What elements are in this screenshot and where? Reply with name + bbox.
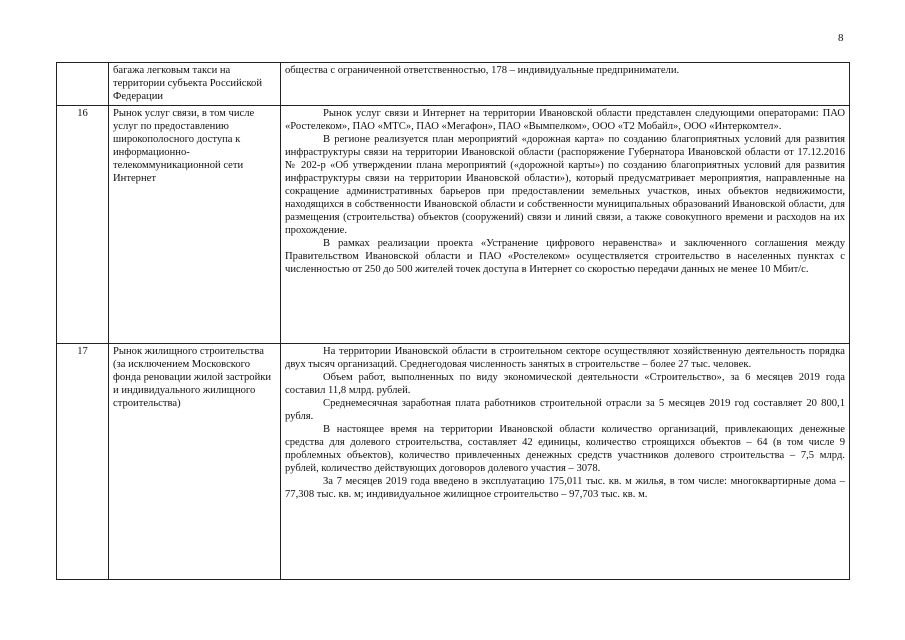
market-name: Рынок услуг связи, в том числе услуг по предоставлению широкополосного доступа к информационно-телекоммуникационной сети Интернет	[109, 106, 281, 344]
table-row	[57, 106, 850, 344]
paragraph: Рынок услуг связи и Интернет на территории Ивановской области представлен следующими операторами: ПАО «Ростелеком», ПАО «МТС», ПАО «Мегафон», ПАО «Вымпелком», ООО «Т2 Мобайл», ООО «Интеркомтел».	[285, 108, 845, 132]
row-number: 16	[57, 106, 109, 344]
paragraph: На территории Ивановской области в строительном секторе осуществляют хозяйственную деятельность порядка двух тысяч организаций. Среднегодовая численность занятых в строительстве – более 27 тыс. человек.	[285, 346, 845, 370]
row-number: 17	[57, 344, 109, 580]
paragraph: Среднемесячная заработная плата работников строительной отрасли за 5 месяцев 2019 год составляет 20 800,1 рубля.	[285, 398, 845, 422]
table-row	[57, 344, 850, 580]
page-number: 8	[838, 32, 844, 44]
market-description	[281, 63, 850, 106]
paragraph: В настоящее время на территории Ивановской области количество организаций, привлекающих денежные средства для долевого строительства, составляет 42 единицы, количество строящихся объектов – 64 (в том числе 9 проблемных объектов), количество привлеченных денежных средств участников долевого строительства – 7,5 млрд. рублей, количество действующих договоров долевого участия – 3078.	[285, 424, 845, 474]
document-table	[56, 62, 850, 580]
paragraph: Объем работ, выполненных по виду экономической деятельности «Строительство», за 6 месяцев 2019 года составил 11,8 млрд. рублей.	[285, 372, 845, 396]
row-number	[57, 63, 109, 106]
paragraph: общества с ограниченной ответственностью, 178 – индивидуальные предприниматели.	[285, 65, 680, 76]
market-name: багажа легковым такси на территории субъекта Российской Федерации	[109, 63, 281, 106]
market-name: Рынок жилищного строительства (за исключением Московского фонда реновации жилой застройки и индивидуального жилищного строительства)	[109, 344, 281, 580]
paragraph: В рамках реализации проекта «Устранение цифрового неравенства» и заключенного соглашения между Правительством Ивановской области и ПАО «Ростелеком» осуществляется строительство в населенных пунктах с численностью от 250 до 500 жителей точек доступа в Интернет со скоростью передачи данных не менее 10 Мбит/с.	[285, 238, 845, 275]
paragraph: За 7 месяцев 2019 года введено в эксплуатацию 175,011 тыс. кв. м жилья, в том числе: многоквартирные дома – 77,308 тыс. кв. м; индивидуальное жилищное строительство – 97,703 тыс. кв. м.	[285, 476, 845, 500]
market-description	[281, 106, 850, 344]
market-description	[281, 344, 850, 580]
paragraph: В регионе реализуется план мероприятий «дорожная карта» по созданию благоприятных условий для развития инфраструктуры связи на территории Ивановской области (распоряжение Губернатора Ивановской области от 17.12.2016 № 202-р «Об утверждении плана мероприятий («дорожной карты») по созданию благоприятных условий для развития инфраструктуры связи на территории Ивановской области»), который предусматривает мероприятия, направленные на сокращение административных барьеров при предоставлении земельных участков, иных объектов недвижимости, находящихся в собственности Ивановской области и собственности муниципальных образований Ивановской области, для размещения (строительства) объектов (сооружений) связи и линий связи, а также совокупного времени и расходов на их прохождение.	[285, 134, 845, 236]
table-row	[57, 63, 850, 106]
